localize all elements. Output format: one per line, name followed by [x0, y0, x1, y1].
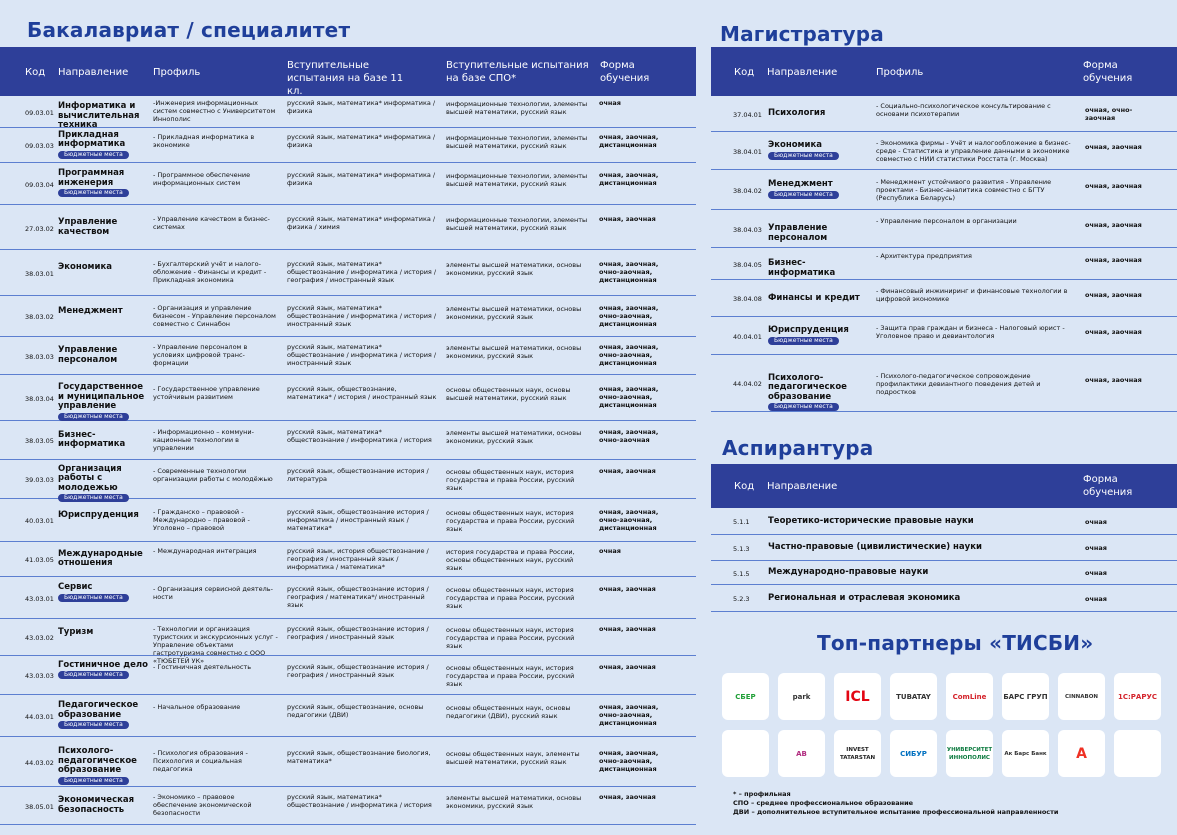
mag-profile: - Социально-психологическое консультирование с основами психотерапии: [876, 102, 1051, 118]
mag-row: [711, 317, 1177, 355]
bach-row: [0, 296, 696, 337]
mag-form: очная, заочная: [1085, 182, 1142, 190]
mag-title: Магистратура: [720, 22, 884, 46]
bach-form: очная, заочная, дистанционная: [599, 132, 659, 149]
bach-spo-exams: основы общественных наук, элементы высшей математики, русский язык: [446, 750, 580, 766]
bach-direction-name: Сервис: [58, 582, 93, 592]
bach-exams: русский язык, обществознание история / литература: [287, 466, 429, 483]
mag-code: 38.04.05: [733, 260, 762, 269]
mag-form: очная, заочная: [1085, 328, 1142, 336]
bach-row: [0, 656, 696, 695]
bach-form: очная, заочная: [599, 793, 656, 801]
bach-row: [0, 206, 696, 250]
asp-form: очная: [1085, 544, 1107, 552]
mag-code: 38.04.03: [733, 225, 762, 234]
bach-spo-exams: элементы высшей математики, основы экономики, русский язык: [446, 304, 582, 321]
partners-title: Топ-партнеры «ТИСБИ»: [817, 631, 1094, 655]
mag-direction-name: Юриспруденция: [768, 325, 849, 335]
bach-row: [0, 128, 696, 163]
bach-direction-name: Юриспруденция: [58, 509, 139, 520]
bach-form: очная, заочная: [599, 662, 656, 671]
bach-code: 38.03.02: [25, 313, 54, 321]
bach-direction-name: Экономическая безопасность: [58, 795, 135, 815]
bach-spo-exams: основы общественных наук, история государства и права России, русский язык: [446, 508, 575, 533]
bach-direction: [58, 169, 148, 198]
mag-row: [711, 355, 1177, 412]
bach-h-code: Код: [25, 67, 46, 78]
asp-direction: Международно-правовые науки: [768, 567, 929, 577]
mag-direction: [768, 109, 868, 119]
bach-exams: русский язык, математика* информатика / физика / химия: [287, 215, 436, 231]
partner-logo: АВ: [778, 730, 825, 777]
bach-row: [0, 499, 696, 542]
bach-spo-exams: основы общественных наук, основы высшей математики, русский язык: [446, 386, 571, 402]
partner-logo: 1С:РАРУС: [1114, 673, 1161, 720]
bach-exams: русский язык, обществознание, математика* / история / иностранный язык: [287, 385, 437, 401]
bach-row: [0, 163, 696, 205]
note-spo: СПО – среднее профессиональное образование: [733, 799, 914, 807]
mag-form: очная, заочная: [1085, 221, 1142, 229]
mag-profile: - Управление персоналом в организации: [876, 217, 1017, 225]
bach-profile: - Организация сервисной деятель-ности: [153, 585, 273, 601]
bach-profile: -Инженерия информационных систем совместно с Университетом Иннополис: [153, 99, 276, 123]
bach-profile: - Информационно – коммуни-кационные технологии в управлении: [153, 427, 254, 452]
bach-spo-exams: информационные технологии, элементы высшей математики, русский язык: [446, 216, 588, 232]
bach-profile: - Государственное управление устойчивым развитием: [153, 385, 260, 401]
bach-spo-exams: элементы высшей математики, основы экономики, русский язык: [446, 794, 582, 810]
bach-direction-name: Управление качеством: [58, 217, 118, 237]
bach-direction-name: Организация работы с молодежью: [58, 463, 122, 493]
budget-badge: Бюджетные места: [58, 671, 129, 679]
partner-logo: ComLine: [946, 673, 993, 720]
mag-form: очная, заочная: [1085, 256, 1142, 264]
bach-exams: русский язык, обществознание история / информатика / иностранный язык / математика*: [287, 507, 429, 532]
bach-profile: - Технологии и организация туристских и экскурсионных услуг - Управление объектами гастротуризма совместно с ООО «ТЮБЕТЕЙ УК»: [153, 624, 278, 665]
bach-spo-exams: основы общественных наук, история государства и права России, русский язык: [446, 467, 575, 492]
bach-direction: [58, 701, 148, 730]
bach-direction: [58, 550, 148, 569]
bach-profile: - Бухгалтерский учёт и налого-обложение - Финансы и кредит - Прикладная экономика: [153, 260, 267, 284]
bach-spo-exams: информационные технологии, элементы высшей математики, русский язык: [446, 100, 588, 116]
budget-badge: Бюджетные места: [58, 494, 129, 502]
asp-code: 5.1.1: [733, 518, 750, 526]
mag-h-form: Форма обучения: [1083, 60, 1133, 84]
bach-exams: русский язык, математика* обществознание / информатика / история / иностранный язык: [287, 303, 437, 328]
asp-form: очная: [1085, 594, 1107, 603]
bach-direction: [58, 383, 148, 421]
bach-profile: - Международная интеграция: [153, 546, 257, 555]
bach-code: 44.03.02: [25, 758, 54, 767]
bach-exams: русский язык, история обществознание / география / иностранный язык / информатика / математика*: [287, 546, 429, 571]
bach-direction-name: Бизнес-информатика: [58, 429, 126, 449]
asp-header: [711, 464, 1177, 508]
bach-direction: [58, 583, 148, 602]
mag-row: [711, 248, 1177, 280]
budget-badge: Бюджетные места: [58, 413, 129, 421]
mag-row: [711, 96, 1177, 132]
bach-form: очная: [599, 546, 621, 555]
budget-badge: Бюджетные места: [768, 337, 839, 345]
budget-badge: Бюджетные места: [768, 191, 839, 199]
bach-spo-exams: основы общественных наук, основы педагогики (ДВИ), русский язык: [446, 704, 571, 720]
mag-direction: [768, 374, 868, 412]
bach-code: 09.03.01: [25, 108, 54, 117]
bach-row: [0, 542, 696, 577]
bach-direction: [58, 307, 148, 317]
bach-row: [0, 695, 696, 737]
bach-form: очная, заочная, очно-заочная: [599, 427, 659, 444]
mag-direction: [768, 259, 868, 278]
bach-form: очная, заочная, очно-заочная, дистанционная: [599, 260, 659, 284]
partner-logo: park: [778, 673, 825, 720]
bach-profile: - Современные технологии организации работы с молодёжью: [153, 466, 273, 483]
bach-direction-name: Менеджмент: [58, 305, 123, 316]
bach-direction: [58, 511, 148, 521]
bach-exams: русский язык, обществознание история / география / иностранный язык: [287, 624, 429, 641]
bach-direction-name: Программная инженерия: [58, 168, 125, 188]
mag-h-dir: Направление: [767, 67, 838, 78]
asp-row: [711, 585, 1177, 612]
bach-code: 39.03.03: [25, 476, 54, 484]
mag-direction-name: Экономика: [768, 140, 822, 150]
bach-spo-exams: информационные технологии, элементы высшей математики, русский язык: [446, 133, 588, 150]
budget-badge: Бюджетные места: [58, 189, 129, 197]
bach-row: [0, 250, 696, 296]
bach-profile: - Управление качеством в бизнес-системах: [153, 215, 270, 231]
budget-badge: Бюджетные места: [768, 403, 839, 411]
bach-exams: русский язык, математика* обществознание / информатика / история / иностранный язык: [287, 343, 437, 367]
bach-spo-exams: основы общественных наук, история государства и права России, русский язык: [446, 663, 575, 688]
bach-form: очная, заочная: [599, 624, 656, 633]
bach-form: очная, заочная, очно-заочная, дистанционная: [599, 343, 659, 367]
mag-h-code: Код: [734, 67, 755, 78]
bach-direction-name: Туризм: [58, 626, 94, 637]
bach-row: [0, 421, 696, 460]
bach-h-dir: Направление: [58, 67, 129, 78]
bach-exams: русский язык, обществознание, основы педагогики (ДВИ): [287, 703, 424, 719]
bach-code: 38.05.01: [25, 802, 54, 811]
bach-profile: - Начальное образование: [153, 703, 241, 711]
mag-code: 40.04.01: [733, 332, 762, 341]
bach-exams: русский язык, обществознание история / география / математика*/ иностранный язык: [287, 585, 429, 609]
partner-logo: СИБУР: [890, 730, 937, 777]
bach-direction: [58, 796, 148, 815]
mag-form: очная, заочная: [1085, 375, 1142, 384]
asp-row: [711, 508, 1177, 535]
mag-code: 38.04.01: [733, 147, 762, 156]
bach-header: [0, 47, 696, 96]
bach-title: Бакалавриат / специалитет: [27, 18, 351, 42]
bach-spo-exams: история государства и права России, основы общественных наук, русский язык: [446, 547, 575, 572]
budget-badge: Бюджетные места: [58, 777, 129, 785]
mag-code: 38.04.02: [733, 186, 762, 195]
asp-row: [711, 535, 1177, 561]
bach-exams: русский язык, обществознание история / география / иностранный язык: [287, 662, 429, 679]
partner-logo: CINNABON: [1058, 673, 1105, 720]
bach-code: 44.03.01: [25, 712, 54, 721]
bach-form: очная, заочная, очно-заочная, дистанционная: [599, 703, 659, 727]
mag-row: [711, 170, 1177, 210]
bach-spo-exams: элементы высшей математики, основы экономики, русский язык: [446, 344, 582, 360]
mag-form: очная, заочная: [1085, 143, 1142, 151]
bach-profile: - Прикладная информатика в экономике: [153, 132, 255, 149]
mag-code: 38.04.08: [733, 295, 762, 303]
mag-profile: - Защита прав граждан и бизнеса - Налоговый юрист - Уголовное право и девиантология: [876, 324, 1065, 340]
mag-code: 37.04.01: [733, 110, 762, 119]
bach-form: очная, заочная: [599, 215, 656, 223]
bach-code: 09.03.04: [25, 180, 54, 189]
asp-code: 5.1.5: [733, 569, 750, 578]
note-profile: * – профильная: [733, 790, 791, 798]
bach-profile: - Программное обеспечение информационных систем: [153, 171, 251, 187]
bach-exams: русский язык, математика* обществознание / информатика / история: [287, 793, 432, 809]
mag-row: [711, 132, 1177, 170]
budget-badge: Бюджетные места: [58, 151, 129, 159]
asp-row: [711, 561, 1177, 585]
mag-direction-name: Психолого-педагогическое образование: [768, 372, 847, 402]
bach-direction-name: Информатика и вычислительная техника: [58, 101, 140, 130]
asp-h-form: Форма обучения: [1083, 474, 1133, 498]
bach-direction: [58, 628, 148, 638]
bach-row: [0, 737, 696, 787]
bach-direction-name: Прикладная информатика: [58, 129, 126, 149]
bach-code: 43.03.01: [25, 594, 54, 603]
bach-form: очная, заочная, очно-заочная, дистанционная: [599, 749, 659, 773]
bach-direction: [58, 131, 148, 160]
bach-code: 38.03.01: [25, 269, 54, 278]
bach-row: [0, 577, 696, 619]
bach-h-prof: Профиль: [153, 67, 201, 78]
asp-code: 5.1.3: [733, 544, 750, 553]
bach-h-form: Форма обучения: [600, 60, 650, 84]
bach-row: [0, 337, 696, 375]
bach-code: 38.03.04: [25, 394, 54, 403]
bach-direction: [58, 346, 148, 365]
mag-direction: [768, 224, 868, 243]
bach-exams: русский язык, математика* обществознание / информатика / история: [287, 427, 432, 444]
bach-form: очная: [599, 99, 621, 107]
asp-direction: Частно-правовые (цивилистические) науки: [768, 542, 982, 552]
partner-logo: БАРС ГРУП: [1002, 673, 1049, 720]
bach-profile: - Психология образования - Психология и социальная педагогика: [153, 749, 248, 773]
mag-h-prof: Профиль: [876, 67, 924, 78]
bach-code: 09.03.03: [25, 142, 54, 150]
bach-profile: - Организация и управление бизнесом - Управление персоналом совместно с Синнабон: [153, 303, 276, 328]
bach-direction: [58, 218, 148, 237]
bach-spo-exams: основы общественных наук, история государства и права России, русский язык: [446, 625, 575, 650]
mag-code: 44.04.02: [733, 380, 762, 388]
bach-code: 27.03.02: [25, 224, 54, 233]
partner-logo: А: [1058, 730, 1105, 777]
mag-row: [711, 280, 1177, 317]
mag-direction-name: Менеджмент: [768, 179, 833, 189]
bach-direction: [58, 263, 148, 273]
bach-spo-exams: элементы высшей математики, основы экономики, русский язык: [446, 428, 582, 445]
mag-row: [711, 210, 1177, 248]
bach-direction: [58, 661, 148, 680]
bach-row: [0, 460, 696, 499]
mag-form: очная, заочная: [1085, 290, 1142, 299]
partner-logo: СБЕР: [722, 673, 769, 720]
bach-form: очная, заочная: [599, 466, 656, 475]
partner-logo: [722, 730, 769, 777]
bach-direction-name: Психолого-педагогическое образование: [58, 746, 137, 775]
mag-profile: - Экономика фирмы - Учёт и налогообложение в бизнес-среде - Статистика и управление данными в экономике совместно с НИИ статистики Росстата (г. Москва): [876, 139, 1071, 163]
mag-direction: [768, 294, 868, 304]
asp-code: 5.2.3: [733, 595, 750, 603]
budget-badge: Бюджетные места: [58, 594, 129, 602]
bach-direction: [58, 102, 148, 131]
asp-h-code: Код: [734, 481, 755, 492]
mag-direction-name: Бизнес-информатика: [768, 258, 836, 278]
asp-h-dir: Направление: [767, 481, 838, 492]
bach-row: [0, 375, 696, 421]
bach-h-spo: Вступительные испытания на базе СПО*: [446, 60, 589, 84]
bach-form: очная, заочная, дистанционная: [599, 171, 659, 187]
partner-logo: ICL: [834, 673, 881, 720]
mag-direction: [768, 180, 868, 199]
bach-direction-name: Международные отношения: [58, 548, 143, 568]
bach-row: [0, 787, 696, 825]
bach-profile: - Гостиничная деятельность: [153, 662, 252, 671]
note-dvi: ДВИ – дополнительное вступительное испытание профессиональной направленности: [733, 808, 1059, 816]
mag-form: очная, очно-заочная: [1085, 106, 1133, 122]
mag-header: [711, 47, 1177, 96]
asp-direction: Региональная и отраслевая экономика: [768, 592, 961, 603]
bach-spo-exams: основы общественных наук, история государства и права России, русский язык: [446, 586, 575, 610]
bach-direction-name: Гостиничное дело: [58, 659, 148, 670]
bach-code: 43.03.03: [25, 672, 54, 680]
bach-exams: русский язык, обществознание биология, математика*: [287, 749, 431, 765]
mag-profile: - Финансовый инжиниринг и финансовые технологии в цифровой экономике: [876, 286, 1068, 303]
bach-h-ex: Вступительные испытания на базе 11 кл.: [287, 60, 404, 97]
mag-direction-name: Психология: [768, 108, 826, 118]
partner-logo: Ак Барс Банк: [1002, 730, 1049, 777]
mag-profile: - Архитектура предприятия: [876, 252, 972, 260]
bach-form: очная, заочная, очно-заочная, дистанционная: [599, 507, 659, 532]
mag-direction: [768, 326, 868, 345]
bach-direction: [58, 431, 148, 450]
mag-direction: [768, 141, 868, 160]
partner-logo: УНИВЕРСИТЕТ ИННОПОЛИС: [946, 730, 993, 777]
bach-code: 43.03.02: [25, 634, 54, 642]
bach-direction-name: Государственное и муниципальное управление: [58, 382, 145, 411]
bach-code: 41.03.05: [25, 556, 54, 564]
bach-code: 40.03.01: [25, 517, 54, 525]
mag-direction-name: Управление персоналом: [768, 223, 828, 243]
asp-form: очная: [1085, 569, 1107, 577]
asp-direction: Теоретико-исторические правовые науки: [768, 515, 974, 526]
bach-spo-exams: элементы высшей математики, основы экономики, русский язык: [446, 261, 582, 277]
bach-code: 38.03.05: [25, 437, 54, 445]
asp-title: Аспирантура: [722, 436, 874, 460]
bach-profile: - Управление персоналом в условиях цифровой транс-формации: [153, 343, 248, 367]
bach-row: [0, 96, 696, 128]
bach-code: 38.03.03: [25, 352, 54, 361]
partner-logo: INVEST TATARSTAN: [834, 730, 881, 777]
footnotes: [733, 790, 1058, 817]
bach-form: очная, заочная, очно-заочная, дистанционная: [599, 303, 659, 328]
bach-exams: русский язык, математика* информатика / физика: [287, 99, 436, 115]
mag-profile: - Психолого-педагогическое сопровождение профилактики девиантного поведения детей и подростков: [876, 371, 1041, 396]
mag-profile: - Менеджмент устойчивого развития - Управление проектами - Бизнес-аналитика совместно с БГТУ (Республика Беларусь): [876, 178, 1052, 202]
asp-form: очная: [1085, 517, 1107, 526]
bach-exams: русский язык, математика* обществознание / информатика / история / география / иностранный язык: [287, 260, 437, 284]
bach-exams: русский язык, математика* информатика / физика: [287, 132, 436, 149]
bach-profile: - Экономико – правовое обеспечение экономической безопасности: [153, 793, 252, 817]
bach-direction: [58, 465, 148, 503]
mag-direction-name: Финансы и кредит: [768, 292, 860, 303]
bach-direction-name: Управление персоналом: [58, 345, 118, 365]
bach-profile: - Гражданско – правовой - Международно – правовой - Уголовно – правовой: [153, 507, 250, 532]
budget-badge: Бюджетные места: [58, 721, 129, 729]
bach-form: очная, заочная, очно-заочная, дистанционная: [599, 385, 659, 409]
partner-logo: [1114, 730, 1161, 777]
bach-direction-name: Педагогическое образование: [58, 700, 139, 720]
bach-exams: русский язык, математика* информатика / физика: [287, 171, 436, 187]
partner-logo: TUBATAY: [890, 673, 937, 720]
budget-badge: Бюджетные места: [768, 152, 839, 160]
bach-spo-exams: информационные технологии, элементы высшей математики, русский язык: [446, 172, 588, 188]
bach-form: очная, заочная: [599, 585, 656, 593]
bach-direction: [58, 747, 148, 785]
bach-direction-name: Экономика: [58, 262, 112, 272]
